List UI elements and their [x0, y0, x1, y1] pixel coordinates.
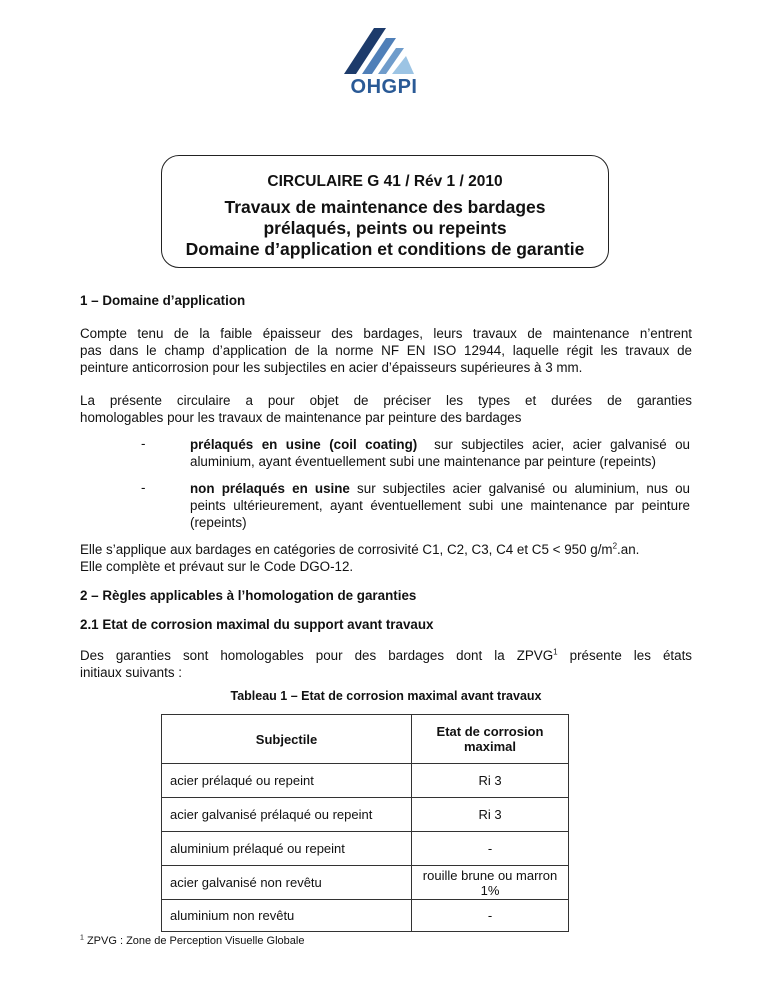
para1-line-1: Compte tenu de la faible épaisseur des bardages, leurs travaux de maintenance n’entrent: [80, 326, 692, 341]
list-bullet-1: -: [141, 436, 146, 451]
table-cell-subjectile: aluminium prélaqué ou repeint: [162, 832, 412, 866]
table-caption: Tableau 1 – Etat de corrosion maximal avant travaux: [230, 689, 542, 703]
table-cell-etat: Ri 3: [412, 798, 569, 832]
section-2-para-text-b: présente les états: [557, 648, 692, 663]
para1-line-3: peinture anticorrosion pour les subjectiles en acier d’épaisseurs supérieures à 3 mm.: [80, 360, 583, 375]
list-bullet-2: -: [141, 480, 146, 495]
list-item-1-bold: prélaqués en usine (coil coating): [190, 437, 418, 452]
footnote-ref: 1: [553, 647, 558, 657]
footnote-mark: 1: [80, 934, 84, 942]
para2-line-1: La présente circulaire a pour objet de préciser les types et durées de garanties: [80, 393, 692, 408]
table-row: [162, 798, 569, 832]
table-row: [162, 832, 569, 866]
section-1-heading: 1 – Domaine d’application: [80, 293, 246, 308]
table-header-subjectile: Subjectile: [162, 715, 412, 764]
section-2-para-line-2: initiaux suivants :: [80, 665, 182, 680]
section-2-para-text-a: Des garanties sont homologables pour des bardages dont la ZPVG: [80, 648, 554, 663]
para3-text-a: Elle s’applique aux bardages en catégories de corrosivité C1, C2, C3, C4 et C5 < 950 g/m: [80, 542, 613, 557]
list-item-1-line-2: aluminium, ayant éventuellement subi une maintenance par peinture (repeints): [190, 454, 656, 469]
title-box: [161, 155, 609, 268]
table-cell-etat: rouille brune ou marron 1%: [412, 866, 569, 900]
table-header-etat: Etat de corrosion maximal: [412, 715, 569, 764]
list-item-1-rest: sur subjectiles acier, acier galvanisé ou: [417, 437, 690, 452]
para1-line-2: pas dans le champ d’application de la norme NF EN ISO 12944, laquelle régit les travaux de: [80, 343, 692, 358]
logo-mark-icon: [330, 22, 440, 82]
list-item-2-line-2: peints ultérieurement, ayant éventuellement subi une maintenance par peinture: [190, 498, 690, 513]
list-item-2-line-3: (repeints): [190, 515, 247, 530]
corrosion-table: [161, 714, 569, 932]
para3-line-1: [80, 541, 692, 558]
table-header-row: [162, 715, 569, 764]
table-cell-etat: -: [412, 900, 569, 932]
para2-line-2: homologables pour les travaux de maintenance par peinture des bardages: [80, 410, 522, 425]
para3-text-b: .an.: [617, 542, 640, 557]
list-item-1-line-1: [190, 436, 690, 453]
table-row: [162, 866, 569, 900]
table-cell-subjectile: acier galvanisé prélaqué ou repeint: [162, 798, 412, 832]
para3-line-2: Elle complète et prévaut sur le Code DGO-12.: [80, 559, 354, 574]
logo-text: OHGPI: [350, 76, 418, 98]
footnote-text: ZPVG : Zone de Perception Visuelle Globale: [83, 935, 305, 947]
title-line-2: prélaqués, peints ou repeints: [263, 218, 507, 238]
title-line-3: Domaine d’application et conditions de garantie: [185, 239, 585, 259]
table-cell-subjectile: acier prélaqué ou repeint: [162, 764, 412, 798]
para3-superscript: 2: [612, 541, 618, 551]
table-row: [162, 764, 569, 798]
table-cell-subjectile: acier galvanisé non revêtu: [162, 866, 412, 900]
list-item-2-bold: non prélaqués en usine: [190, 481, 350, 496]
list-item-2-rest: sur subjectiles acier galvanisé ou aluminium, nus ou: [349, 481, 691, 496]
title-line-1: Travaux de maintenance des bardages: [224, 197, 546, 217]
footnote: [80, 935, 304, 947]
circulaire-reference: CIRCULAIRE G 41 / Rév 1 / 2010: [267, 173, 503, 190]
section-2-para-line-1: [80, 647, 692, 664]
list-item-2-line-1: [190, 480, 690, 497]
table-cell-etat: Ri 3: [412, 764, 569, 798]
section-2-heading: 2 – Règles applicables à l’homologation de garanties: [80, 588, 417, 603]
section-2-1-heading: 2.1 Etat de corrosion maximal du support avant travaux: [80, 617, 434, 632]
table-cell-subjectile: aluminium non revêtu: [162, 900, 412, 932]
table-row: [162, 900, 569, 932]
table-cell-etat: -: [412, 832, 569, 866]
